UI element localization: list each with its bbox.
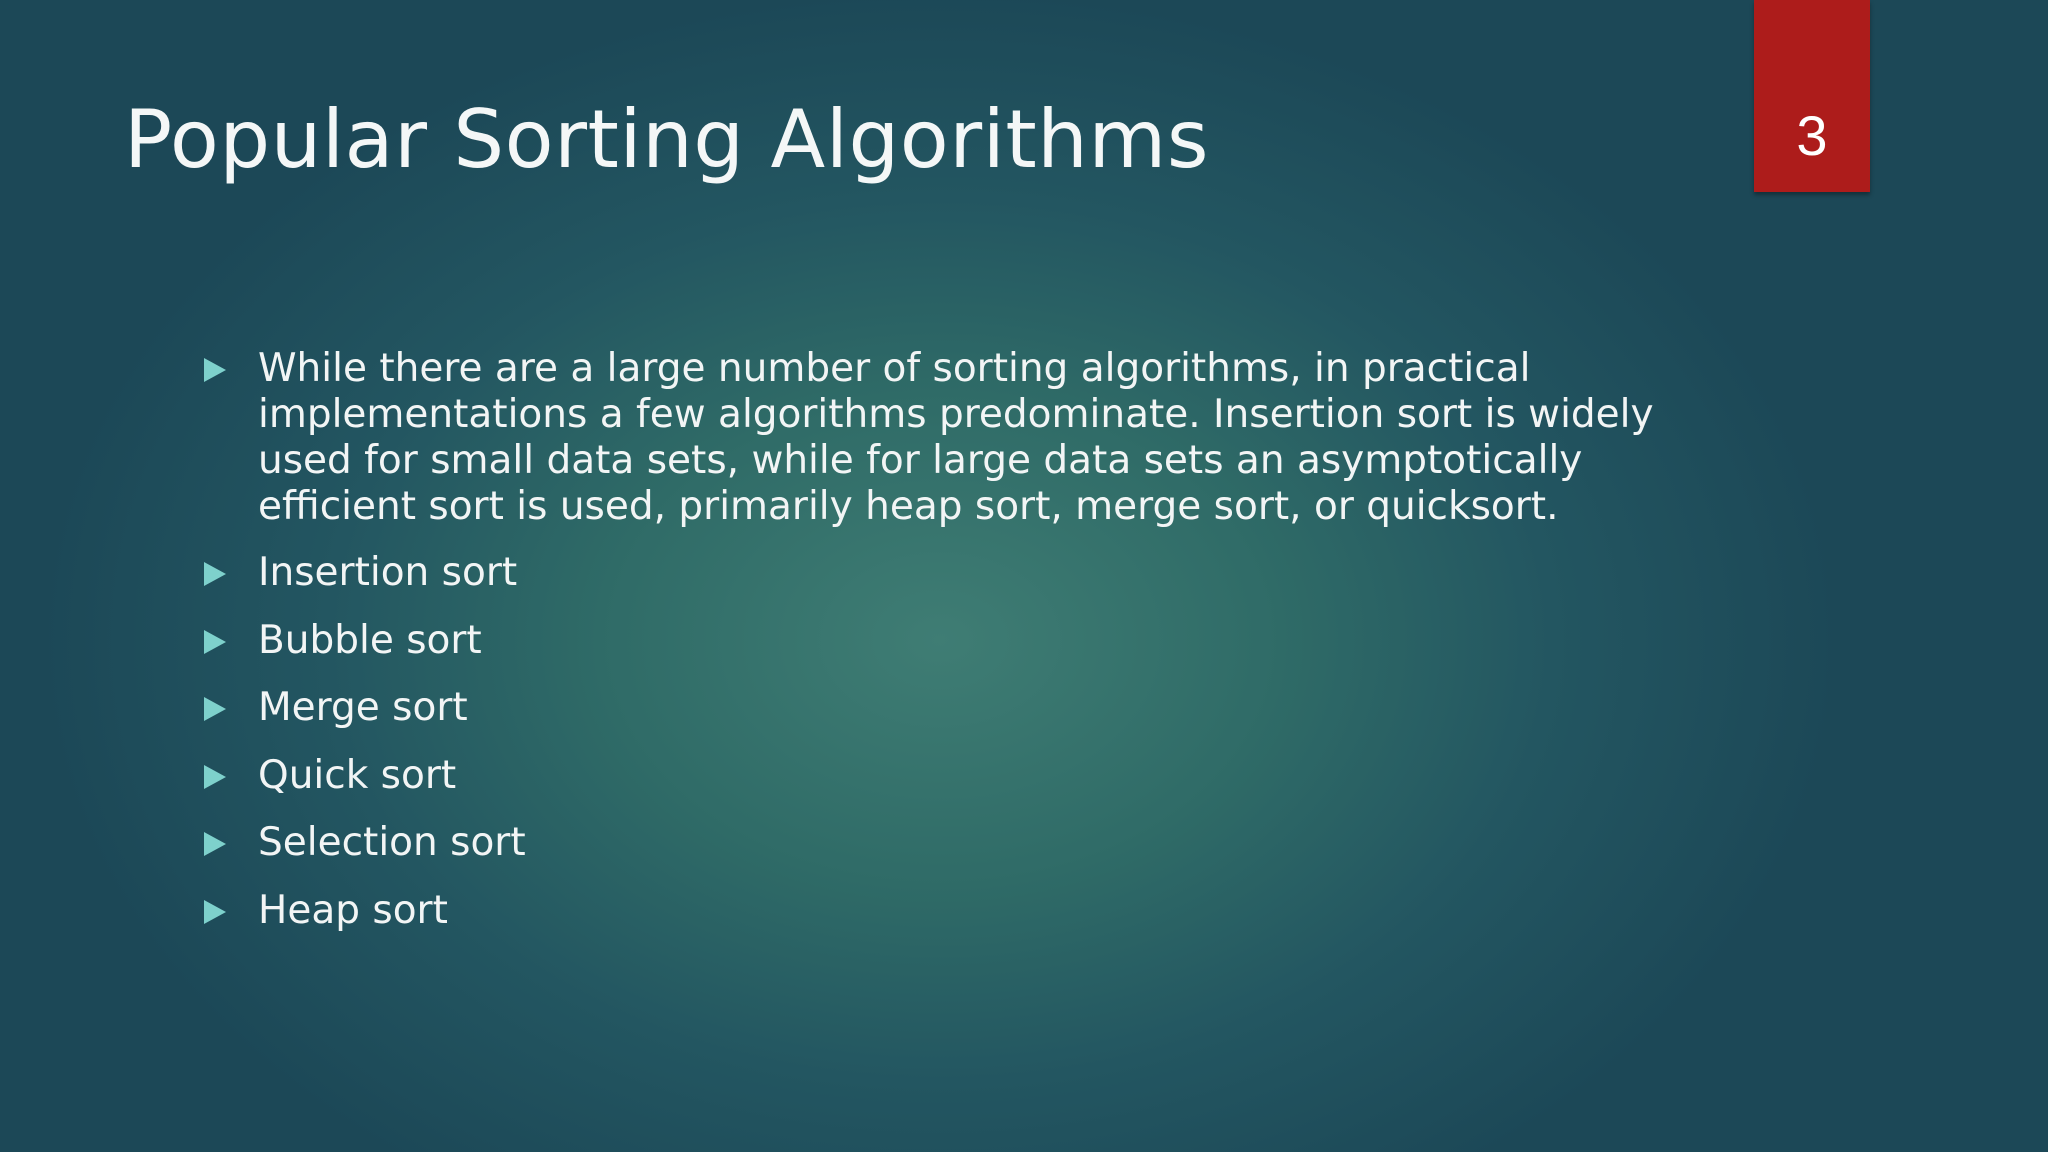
bullet-item-selection-sort xyxy=(202,820,1662,866)
triangle-arrow-icon xyxy=(204,832,226,856)
triangle-arrow-icon xyxy=(204,765,226,789)
triangle-arrow-icon xyxy=(204,900,226,924)
triangle-arrow-icon xyxy=(204,697,226,721)
bullet-item-insertion-sort xyxy=(202,550,1662,596)
bullet-item-intro xyxy=(202,346,1662,530)
bullet-list xyxy=(202,346,1662,955)
bullet-item-heap-sort xyxy=(202,888,1662,934)
bullet-item-merge-sort xyxy=(202,685,1662,731)
bullet-text: Selection sort xyxy=(258,820,526,865)
bullet-item-quick-sort xyxy=(202,753,1662,799)
page-number: 3 xyxy=(1796,104,1828,167)
page-number-tab xyxy=(1754,0,1870,192)
bullet-text: Merge sort xyxy=(258,685,468,730)
bullet-text: Bubble sort xyxy=(258,617,482,663)
slide-title: Popular Sorting Algorithms xyxy=(124,93,1209,186)
bullet-item-bubble-sort xyxy=(202,618,1662,664)
triangle-arrow-icon xyxy=(204,358,226,382)
bullet-text: Heap sort xyxy=(258,887,448,933)
triangle-arrow-icon xyxy=(204,630,226,654)
bullet-text: Insertion sort xyxy=(258,550,518,595)
triangle-arrow-icon xyxy=(204,562,226,586)
bullet-text: Quick sort xyxy=(258,752,457,798)
bullet-text: While there are a large number of sorting algorithms, in practical implementations a few algorithms predominate. Insertion sort is widely used for small data sets, while for large data sets an asymptotically efficient sort is used, primarily heap sort, merge sort, or quicksort. xyxy=(258,346,1654,529)
